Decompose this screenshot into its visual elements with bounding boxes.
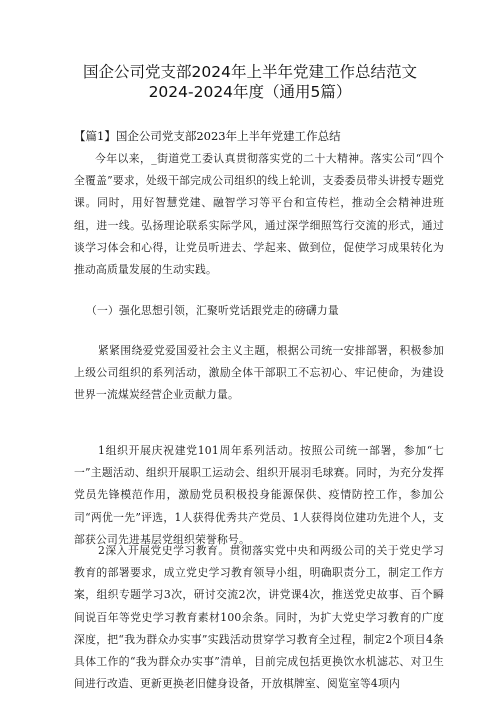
section-heading: 【篇1】国企公司党支部2023年上半年党建工作总结: [74, 129, 341, 143]
body-paragraph-1: 紧紧围绕爱党爱国爱社会主义主题，根据公司统一安排部署，积极参加上级公司组织的系列活动，激励全体干部职工不忘初心、牢记使命，为建设世界一流煤炭经营企业贡献力量。: [74, 344, 444, 402]
document-title-line-1: 国企公司党支部2024年上半年党建工作总结范文: [83, 63, 417, 81]
body-paragraph-2: 1组织开展庆祝建党101周年系列活动。按照公司统一部署，参加“七一”主题活动、组织开展职工运动会、组织开展羽毛球赛。同时，为充分发挥党员先锋模范作用，激励党员积极投身能源保供、疫情防控工作，参加公司“两优一先”评选，1人获得优秀共产党员、1人获得岗位建功先进个人，支部获公司先进基层党组织荣誉称号。: [74, 444, 444, 546]
intro-paragraph: 今年以来，_街道党工委认真贯彻落实党的二十大精神。落实公司“四个全覆盖”要求，处级干部完成公司组织的线上轮训，支委委员带头讲授专题党课。同时，用好智慧党建、融智学习等平台和宣传栏，推动全会精神进班组，进一线。弘扬理论联系实际学风，通过深学细照笃行交流的形式，通过谈学习体会和心得，让党员听进去、学起来、做到位，促使学习成果转化为推动高质量发展的生动实践。: [74, 152, 444, 277]
subheading-paragraph: （一）强化思想引领，汇聚听党话跟党走的磅礴力量: [86, 304, 339, 317]
body-paragraph-3: 2深入开展党史学习教育。贯彻落实党中央和两级公司的关于党史学习教育的部署要求，成立党史学习教育领导小组，明确职责分工，制定工作方案，组织专题学习3次，研讨交流2次，讲党课4次，推送党史故事、百个瞬间说百年等党史学习教育素材100余条。同时，为扩大党史学习教育的广度深度，把“我为群众办实事”实践活动贯穿学习教育全过程，制定2个项目4条具体工作的“我为群众办实事”清单，目前完成包括更换饮水机滤芯、对卫生间进行改造、更新更换老旧健身设备，开放棋牌室、阅览室等4项内: [74, 544, 444, 691]
document-title-line-2: 2024-2024年度（通用5篇）: [148, 83, 352, 101]
